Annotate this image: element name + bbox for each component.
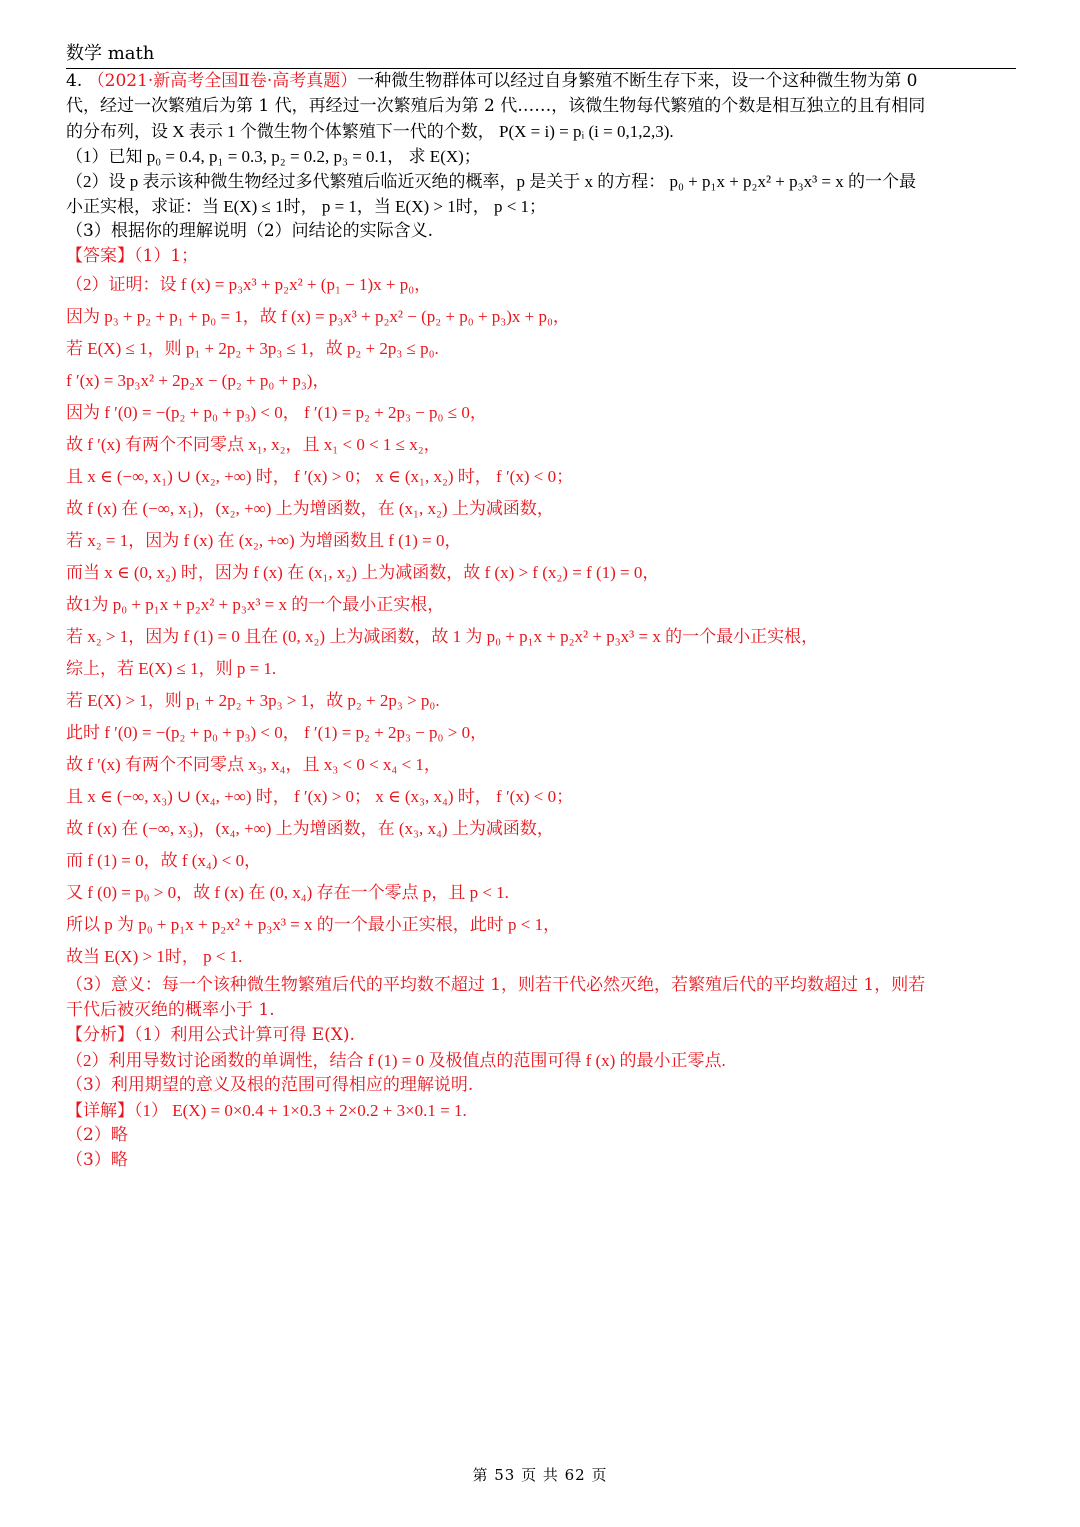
answer-line: 因为 p₃ + p₂ + p₁ + p₀ = 1，故 f (x) = p₃x³ + p₂x² − (p₂ + p₀ + p₃)x + p₀， <box>66 307 570 326</box>
answer-line: 故 f (x) 在 (−∞, x₃)，(x₄, +∞) 上为增函数，在 (x₃, x₄) 上为减函数， <box>66 819 554 838</box>
answer-line: 【答案】（1）1； <box>66 246 199 266</box>
answer-line: 若 E(X) > 1，则 p₁ + 2p₂ + 3p₃ > 1，故 p₂ + 2p₃ > p₀. <box>66 691 440 710</box>
analysis-line <box>66 1023 1018 1048</box>
answer-line: 而 f (1) = 0，故 f (x₄) < 0， <box>66 851 262 870</box>
question-2a: （2）设 p 表示该种微生物经过多代繁殖后临近灭绝的概率，p 是关于 x 的方程： p₀ + p₁x + p₂x² + p₃x³ = x 的一个最 <box>66 172 916 191</box>
problem-source: （2021·新高考全国Ⅱ卷·高考真题） <box>87 71 358 91</box>
answer-line: 而当 x ∈ (0, x₂) 时，因为 f (x) 在 (x₁, x₂) 上为减函数，故 f (x) > f (x₂) = f (1) = 0， <box>66 563 660 582</box>
answer-line: 若 x₂ > 1，因为 f (1) = 0 且在 (0, x₂) 上为减函数，故 1 为 p₀ + p₁x + p₂x² + p₃x³ = x 的一个最小正实根， <box>66 627 819 646</box>
detail-line: 【详解】（1） E(X) = 0×0.4 + 1×0.3 + 2×0.2 + 3×0.1 = 1. <box>66 1101 467 1120</box>
answer-line: （3）意义：每一个该种微生物繁殖后代的平均数不超过 1，则若干代必然灭绝，若繁殖后代的平均数超过 1，则若 <box>66 975 926 995</box>
answer-line: 若 x₂ = 1，因为 f (x) 在 (x₂, +∞) 为增函数且 f (1) = 0， <box>66 531 462 550</box>
answer-line: 故 f ′(x) 有两个不同零点 x₁, x₂，且 x₁ < 0 < 1 ≤ x₂， <box>66 435 441 454</box>
problem-line-2: 代，经过一次繁殖后为第 1 代，再经过一次繁殖后为第 2 代……，该微生物每代繁殖的个数是相互独立的且有相同 <box>66 96 926 116</box>
problem-text-1: 一种微生物群体可以经过自身繁殖不断生存下来，设一个这种微生物为第 0 <box>357 71 918 91</box>
answer-line: 因为 f ′(0) = −(p₂ + p₀ + p₃) < 0， f ′(1) = p₂ + 2p₃ − p₀ ≤ 0， <box>66 403 487 422</box>
analysis-text: 【分析】（1）利用公式计算可得 E(X). <box>66 1025 355 1045</box>
answer-line: 又 f (0) = p₀ > 0，故 f (x) 在 (0, x₄) 存在一个零点 p，且 p < 1. <box>66 883 509 902</box>
detail-line: （2）略 <box>66 1125 128 1145</box>
answer-line: 故当 E(X) > 1时， p < 1. <box>66 947 243 966</box>
answer-line: 且 x ∈ (−∞, x₃) ∪ (x₄, +∞) 时， f ′(x) > 0； x ∈ (x₃, x₄) 时， f ′(x) < 0； <box>66 787 574 806</box>
page-header: 数学 math <box>66 42 1016 69</box>
answer-line: 若 E(X) ≤ 1，则 p₁ + 2p₂ + 3p₃ ≤ 1，故 p₂ + 2p₃ ≤ p₀. <box>66 339 439 358</box>
answer-line: 故1为 p₀ + p₁x + p₂x² + p₃x³ = x 的一个最小正实根， <box>66 595 445 614</box>
answer-line: 干代后被灭绝的概率小于 1. <box>66 1000 275 1020</box>
problem-number: 4. <box>66 71 83 91</box>
analysis-line: （3）利用期望的意义及根的范围可得相应的理解说明. <box>66 1075 474 1095</box>
answer-line: （2）证明：设 f (x) = p₃x³ + p₂x² + (p₁ − 1)x + p₀， <box>66 275 432 294</box>
problem-line-3: 的分布列，设 X 表示 1 个微生物个体繁殖下一代的个数， P(X = i) = pᵢ (i = 0,1,2,3). <box>66 122 674 141</box>
analysis-line: （2）利用导数讨论函数的单调性，结合 f (1) = 0 及极值点的范围可得 f (x) 的最小正零点. <box>66 1051 726 1070</box>
question-1: （1）已知 p₀ = 0.4, p₁ = 0.3, p₂ = 0.2, p₃ = 0.1， 求 E(X)； <box>66 147 481 166</box>
detail-line: （3）略 <box>66 1150 128 1170</box>
answer-line: 故 f (x) 在 (−∞, x₁)，(x₂, +∞) 上为增函数，在 (x₁, x₂) 上为减函数， <box>66 499 554 518</box>
question-3: （3）根据你的理解说明（2）问结论的实际含义. <box>66 221 434 241</box>
answer-line: 此时 f ′(0) = −(p₂ + p₀ + p₃) < 0， f ′(1) = p₂ + 2p₃ − p₀ > 0， <box>66 723 488 742</box>
page-footer: 第 53 页 共 62 页 <box>472 1466 608 1484</box>
answer-line: 所以 p 为 p₀ + p₁x + p₂x² + p₃x³ = x 的一个最小正实根，此时 p < 1， <box>66 915 561 934</box>
answer-line: 且 x ∈ (−∞, x₁) ∪ (x₂, +∞) 时， f ′(x) > 0； x ∈ (x₁, x₂) 时， f ′(x) < 0； <box>66 467 574 486</box>
question-2b: 小正实根，求证：当 E(X) ≤ 1时， p = 1，当 E(X) > 1时， p < 1； <box>66 197 547 216</box>
problem-line-1 <box>66 69 1018 94</box>
problem-content <box>66 69 1018 1173</box>
answer-line: 综上，若 E(X) ≤ 1，则 p = 1. <box>66 659 277 678</box>
answer-line: f ′(x) = 3p₃x² + 2p₂x − (p₂ + p₀ + p₃)， <box>66 371 330 390</box>
answer-line: 故 f ′(x) 有两个不同零点 x₃, x₄，且 x₃ < 0 < x₄ < 1， <box>66 755 441 774</box>
